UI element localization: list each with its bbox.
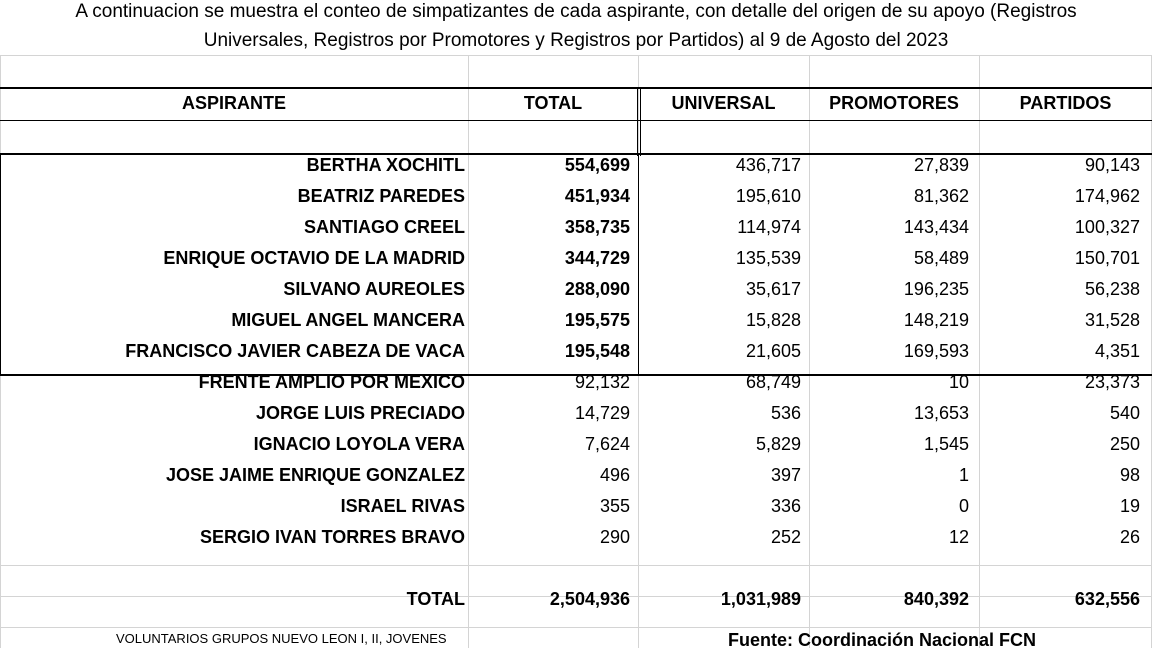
cell-universal: 436,717 bbox=[735, 155, 801, 175]
cell-partidos: 540 bbox=[1109, 403, 1140, 423]
totals-universal: 1,031,989 bbox=[720, 589, 801, 609]
cell-partidos: 98 bbox=[1119, 465, 1140, 485]
header-partidos: PARTIDOS bbox=[1019, 93, 1112, 113]
cell-partidos: 90,143 bbox=[1084, 155, 1140, 175]
cell-partidos: 250 bbox=[1109, 434, 1140, 454]
cell-total: 451,934 bbox=[564, 186, 630, 206]
cell-promotores: 1,545 bbox=[923, 434, 969, 454]
table-row bbox=[0, 367, 1152, 398]
footer-source: Fuente: Coordinación Nacional FCN bbox=[728, 630, 1037, 650]
cell-aspirante: SANTIAGO CREEL bbox=[303, 217, 465, 237]
table-row bbox=[0, 398, 1152, 429]
cell-universal: 336 bbox=[770, 496, 801, 516]
cell-aspirante: ENRIQUE OCTAVIO DE LA MADRID bbox=[163, 248, 465, 268]
cell-total: 195,548 bbox=[564, 341, 630, 361]
cell-promotores: 169,593 bbox=[903, 341, 969, 361]
spacer-row bbox=[0, 119, 1152, 150]
totals-label: TOTAL bbox=[406, 589, 465, 609]
cell-partidos: 174,962 bbox=[1074, 186, 1140, 206]
cell-partidos: 19 bbox=[1119, 496, 1140, 516]
table-header-row bbox=[0, 88, 1152, 119]
cell-total: 344,729 bbox=[564, 248, 630, 268]
cell-aspirante: JOSE JAIME ENRIQUE GONZALEZ bbox=[165, 465, 465, 485]
cell-universal: 397 bbox=[770, 465, 801, 485]
cell-universal: 135,539 bbox=[735, 248, 801, 268]
cell-partidos: 100,327 bbox=[1074, 217, 1140, 237]
cell-aspirante: FRANCISCO JAVIER CABEZA DE VACA bbox=[125, 341, 465, 361]
totals-row bbox=[0, 584, 1152, 615]
cell-universal: 5,829 bbox=[755, 434, 801, 454]
cell-partidos: 23,373 bbox=[1084, 372, 1140, 392]
cell-total: 14,729 bbox=[574, 403, 630, 423]
cell-partidos: 4,351 bbox=[1094, 341, 1140, 361]
cell-aspirante: BERTHA XOCHITL bbox=[306, 155, 465, 175]
table-row bbox=[0, 336, 1152, 367]
cell-partidos: 31,528 bbox=[1084, 310, 1140, 330]
spacer-row bbox=[0, 553, 1152, 584]
cell-promotores: 81,362 bbox=[913, 186, 969, 206]
cell-aspirante: FRENTE AMPLIO POR MEXICO bbox=[198, 372, 465, 392]
cell-universal: 536 bbox=[770, 403, 801, 423]
cell-total: 554,699 bbox=[564, 155, 630, 175]
cell-total: 92,132 bbox=[574, 372, 630, 392]
supporters-table bbox=[0, 88, 1152, 615]
cell-aspirante: MIGUEL ANGEL MANCERA bbox=[231, 310, 465, 330]
table-row bbox=[0, 150, 1152, 181]
intro-line-2: Universales, Registros por Promotores y Registros por Partidos) al 9 de Agosto del 2023 bbox=[203, 30, 949, 51]
header-promotores: PROMOTORES bbox=[829, 93, 959, 113]
cell-total: 290 bbox=[599, 527, 630, 547]
cell-aspirante: SILVANO AUREOLES bbox=[283, 279, 465, 299]
cell-aspirante: BEATRIZ PAREDES bbox=[297, 186, 465, 206]
cell-promotores: 148,219 bbox=[903, 310, 969, 330]
cell-universal: 15,828 bbox=[745, 310, 801, 330]
totals-partidos: 632,556 bbox=[1074, 589, 1140, 609]
intro-text bbox=[0, 0, 1152, 55]
cell-total: 496 bbox=[599, 465, 630, 485]
cell-universal: 252 bbox=[770, 527, 801, 547]
cell-universal: 21,605 bbox=[745, 341, 801, 361]
totals-total: 2,504,936 bbox=[549, 589, 630, 609]
table-row bbox=[0, 460, 1152, 491]
cell-promotores: 12 bbox=[948, 527, 969, 547]
cell-total: 195,575 bbox=[564, 310, 630, 330]
cell-promotores: 10 bbox=[948, 372, 969, 392]
table-row bbox=[0, 181, 1152, 212]
cell-promotores: 27,839 bbox=[913, 155, 969, 175]
cell-partidos: 150,701 bbox=[1074, 248, 1140, 268]
header-total: TOTAL bbox=[523, 93, 583, 113]
header-universal: UNIVERSAL bbox=[671, 93, 776, 113]
table-row bbox=[0, 491, 1152, 522]
table-row bbox=[0, 305, 1152, 336]
cell-promotores: 13,653 bbox=[913, 403, 969, 423]
cell-promotores: 1 bbox=[958, 465, 969, 485]
cell-universal: 35,617 bbox=[745, 279, 801, 299]
cell-total: 288,090 bbox=[564, 279, 630, 299]
cell-aspirante: JORGE LUIS PRECIADO bbox=[255, 403, 465, 423]
cell-promotores: 143,434 bbox=[903, 217, 969, 237]
table-row bbox=[0, 212, 1152, 243]
cell-total: 358,735 bbox=[564, 217, 630, 237]
footer-note: VOLUNTARIOS GRUPOS NUEVO LEON I, II, JOVENES bbox=[116, 631, 447, 646]
table-row bbox=[0, 429, 1152, 460]
table-row bbox=[0, 522, 1152, 553]
header-aspirante: ASPIRANTE bbox=[181, 93, 286, 113]
cell-universal: 195,610 bbox=[735, 186, 801, 206]
cell-universal: 114,974 bbox=[737, 217, 801, 237]
cell-aspirante: ISRAEL RIVAS bbox=[340, 496, 465, 516]
table-row bbox=[0, 274, 1152, 305]
cell-total: 7,624 bbox=[584, 434, 630, 454]
cell-partidos: 26 bbox=[1119, 527, 1140, 547]
table-row bbox=[0, 243, 1152, 274]
intro-line-1: A continuacion se muestra el conteo de simpatizantes de cada aspirante, con detalle del origen de su apoyo (Registros bbox=[75, 1, 1077, 22]
cell-aspirante: IGNACIO LOYOLA VERA bbox=[253, 434, 465, 454]
cell-promotores: 58,489 bbox=[913, 248, 969, 268]
cell-aspirante: SERGIO IVAN TORRES BRAVO bbox=[199, 527, 465, 547]
totals-promotores: 840,392 bbox=[903, 589, 969, 609]
cell-promotores: 0 bbox=[958, 496, 969, 516]
cell-total: 355 bbox=[599, 496, 630, 516]
cell-universal: 68,749 bbox=[745, 372, 801, 392]
cell-promotores: 196,235 bbox=[903, 279, 969, 299]
cell-partidos: 56,238 bbox=[1084, 279, 1140, 299]
